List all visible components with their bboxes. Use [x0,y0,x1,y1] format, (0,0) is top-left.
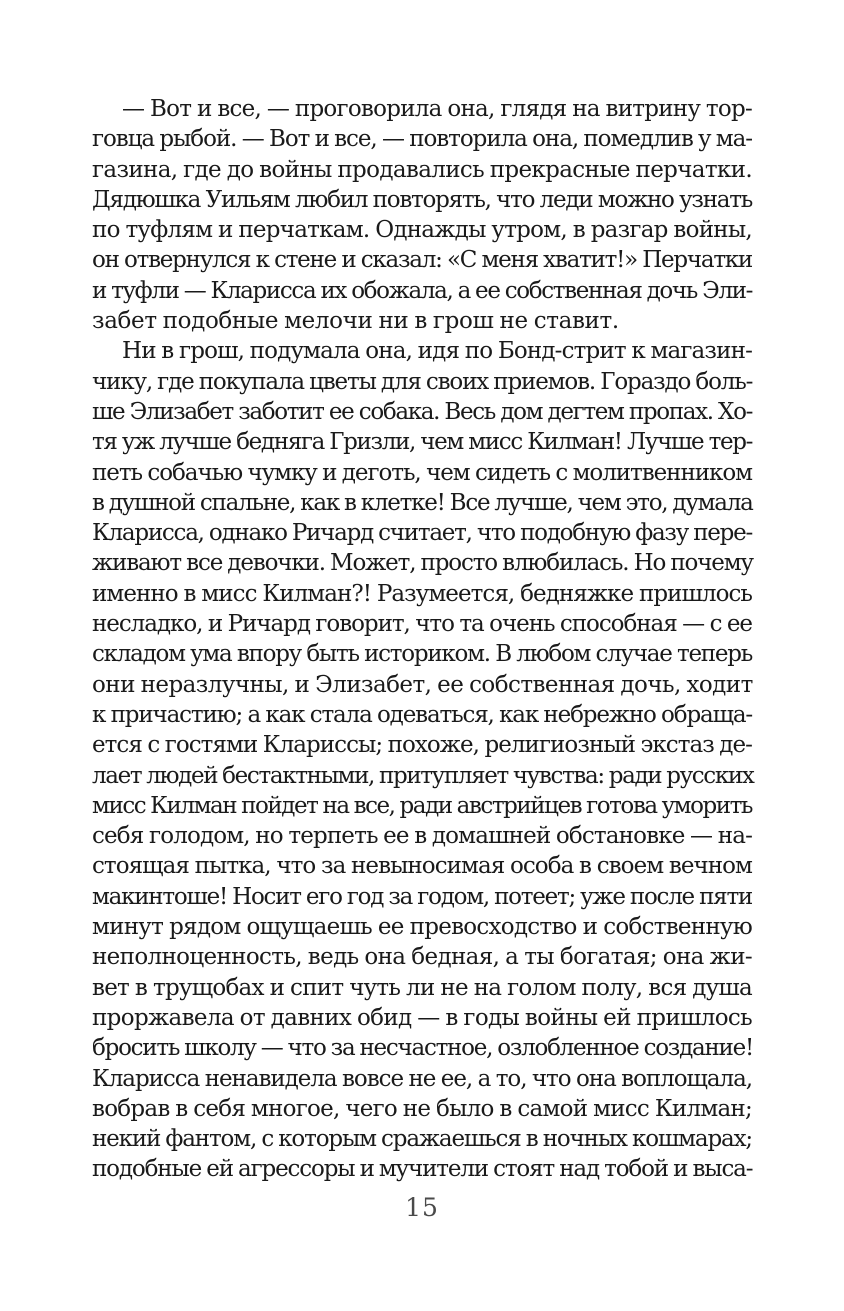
text-line: ше Элизабет заботит ее собака. Весь дом дегтем пропах. Хо- [92,398,752,425]
text-line: — Вот и все, — проговорила она, глядя на витрину тор- [122,96,752,122]
text-line: именно в мисс Килман?! Разумеется, бедняжке пришлось [92,580,752,607]
text-line: петь собачью чумку и деготь, чем сидеть с молитвенником [92,459,752,486]
text-line: себя голодом, но терпеть ее в домашней обстановке — на- [92,823,752,850]
text-line: вобрав в себя многое, чего не было в самой мисс Килман; [92,1095,752,1122]
text-line: чику, где покупала цветы для своих приемов. Гораздо боль- [92,368,753,395]
text-line: вет в трущобах и спит чуть ли не на голом полу, вся душа [92,974,752,1001]
text-line: Кларисса ненавидела вовсе не ее, а то, что она воплощала, [92,1065,752,1092]
text-line: подобные ей агрессоры и мучители стоят над тобой и выса- [92,1156,753,1183]
text-line: стоящая пытка, что за невыносимая особа в своем вечном [92,853,752,880]
text-line: складом ума впору быть историком. В любом случае теперь [92,641,752,668]
text-line: забет подобные мелочи ни в грош не ставит. [92,308,619,335]
text-line: несладко, и Ричард говорит, что та очень способная — с ее [92,611,752,638]
text-line: проржавела от давних обид — в годы войны ей пришлось [92,1004,752,1031]
text-line: Дядюшка Уильям любил повторять, что леди можно узнать [92,186,752,213]
page-number: 15 [405,1193,439,1222]
text-line: газина, где до войны продавались прекрасные перчатки. [92,156,752,183]
text-line: тя уж лучше бедняга Гризли, чем мисс Килман! Лучше тер- [92,429,752,456]
body-text [92,94,752,1185]
text-line: бросить школу — что за несчастное, озлобленное создание! [92,1035,753,1062]
text-line: он отвернулся к стене и сказал: «С меня хватит!» Перчатки [92,247,752,274]
text-line: лает людей бестактными, притупляет чувства: ради русских [92,762,754,789]
text-line: и туфли — Кларисса их обожала, а ее собственная дочь Эли- [92,277,752,304]
text-line: минут рядом ощущаешь ее превосходство и собственную [92,914,752,941]
text-line: живают все девочки. Может, просто влюбилась. Но почему [92,550,753,577]
text-line: неполноценность, ведь она бедная, а ты богатая; она жи- [92,944,752,971]
text-line: Ни в грош, подумала она, идя по Бонд-стрит к магазин- [122,338,752,365]
text-line: они неразлучны, и Элизабет, ее собственная дочь, ходит [92,671,753,698]
text-line: мисс Килман пойдет на все, ради австрийцев готова уморить [92,792,752,819]
text-line: ется с гостями Клариссы; похоже, религиозный экстаз де- [92,732,752,759]
text-line: Кларисса, однако Ричард считает, что подобную фазу пере- [92,520,752,547]
text-line: макинтоше! Носит его год за годом, потеет; уже после пяти [92,883,752,910]
text-line: говца рыбой. — Вот и все, — повторила она, помедлив у ма- [92,126,752,153]
text-line: по туфлям и перчаткам. Однажды утром, в разгар войны, [92,217,752,244]
text-line: некий фантом, с которым сражаешься в ночных кошмарах; [92,1126,753,1153]
text-line: к причастию; а как стала одеваться, как небрежно обраща- [92,701,752,728]
text-line: в душной спальне, как в клетке! Все лучше, чем это, думала [92,489,753,516]
